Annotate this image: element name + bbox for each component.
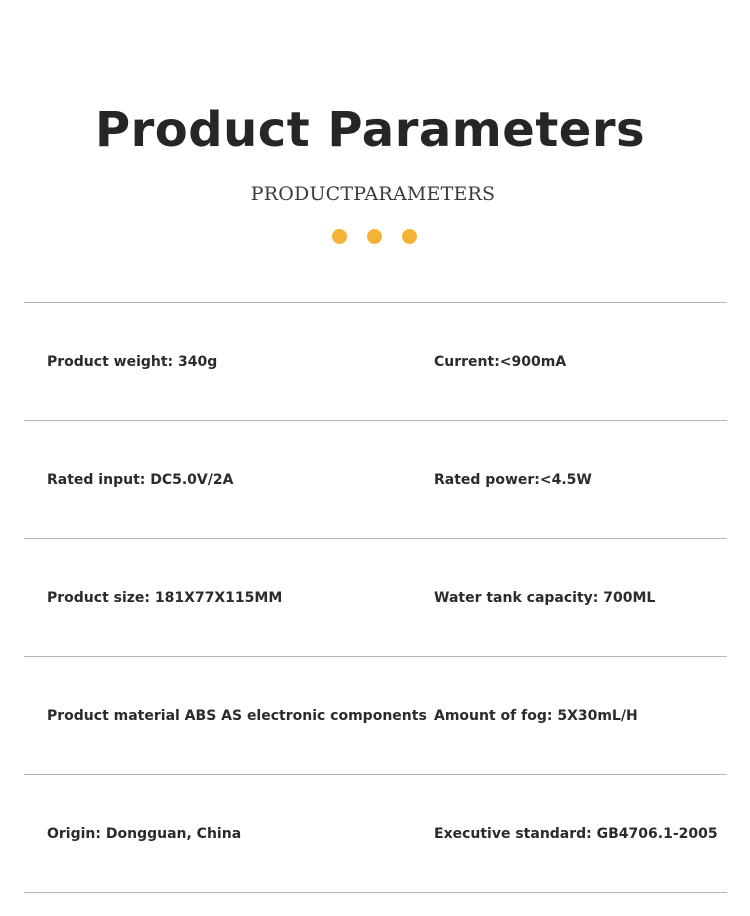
table-row (24, 774, 727, 893)
parameter-product-material: Product material ABS AS electronic components (47, 707, 427, 724)
parameter-executive-standard: Executive standard: GB4706.1-2005 (434, 825, 718, 842)
table-row (24, 420, 727, 538)
parameter-rated-power: Rated power:<4.5W (434, 471, 592, 488)
decorative-dots (332, 229, 422, 245)
parameters-table (24, 302, 727, 893)
dot-icon (332, 229, 347, 244)
page-subtitle: PRODUCTPARAMETERS (250, 183, 496, 205)
page-title: Product Parameters (94, 102, 646, 158)
table-row (24, 302, 727, 420)
parameter-water-tank-capacity: Water tank capacity: 700ML (434, 589, 656, 606)
parameter-current: Current:<900mA (434, 353, 567, 370)
parameter-product-size: Product size: 181X77X115MM (47, 589, 283, 606)
parameter-rated-input: Rated input: DC5.0V/2A (47, 471, 234, 488)
parameter-product-weight: Product weight: 340g (47, 353, 218, 370)
parameter-origin: Origin: Dongguan, China (47, 825, 242, 842)
dot-icon (367, 229, 382, 244)
dot-icon (402, 229, 417, 244)
parameter-amount-of-fog: Amount of fog: 5X30mL/H (434, 707, 638, 724)
table-row (24, 656, 727, 774)
table-row (24, 538, 727, 656)
